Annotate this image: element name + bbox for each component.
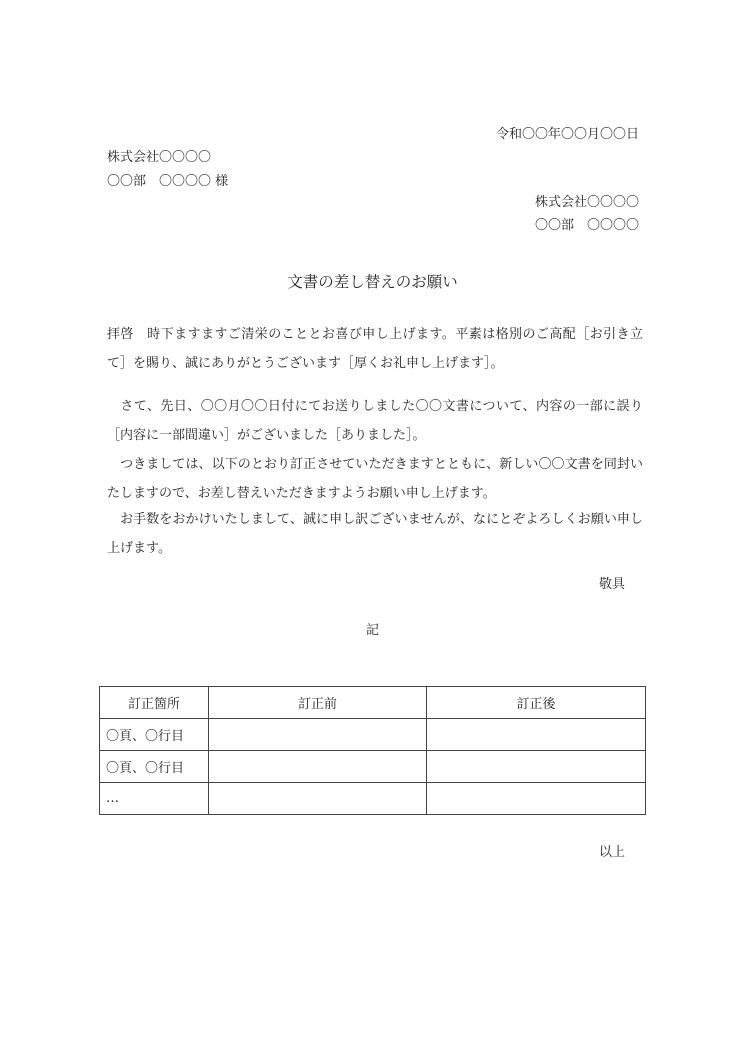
closing-text: お手数をおかけいたしまして、誠に申し訳ございませんが、なにとぞよろしくお願い申し上げます。 <box>107 512 643 556</box>
greeting-paragraph <box>107 320 643 378</box>
cell-after <box>427 751 646 783</box>
complimentary-close: 敬具 <box>598 577 625 592</box>
body-section <box>107 392 643 508</box>
closing-paragraph <box>107 505 643 563</box>
table-header-row <box>100 687 646 719</box>
closing-ijou: 以上 <box>598 845 625 860</box>
recipient-department: 〇〇部 〇〇〇〇 様 <box>107 174 229 189</box>
table-row <box>100 719 646 751</box>
table-row <box>100 783 646 815</box>
body-paragraph-2: つきましては、以下のとおり訂正させていただきますとともに、新しい〇〇文書を同封いたしますので、お差し替えいただきますようお願い申し上げます。 <box>107 457 643 501</box>
header-before: 訂正前 <box>209 687 427 719</box>
header-location: 訂正箇所 <box>100 687 209 719</box>
cell-location: … <box>100 783 209 815</box>
table-row <box>100 751 646 783</box>
date: 令和〇〇年〇〇月〇〇日 <box>495 127 639 142</box>
ki-heading: 記 <box>365 623 379 638</box>
sender-department: 〇〇部 〇〇〇〇 <box>534 218 639 233</box>
cell-location: 〇頁、〇行目 <box>100 751 209 783</box>
recipient-company: 株式会社〇〇〇〇 <box>107 150 212 165</box>
cell-after <box>427 783 646 815</box>
cell-after <box>427 719 646 751</box>
body-paragraph-1: さて、先日、〇〇月〇〇日付にてお送りしました〇〇文書について、内容の一部に誤り［内容に一部間違い］がございました［ありました］。 <box>107 399 643 443</box>
header-after: 訂正後 <box>427 687 646 719</box>
cell-before <box>209 751 427 783</box>
cell-before <box>209 719 427 751</box>
sender-company: 株式会社〇〇〇〇 <box>534 195 639 210</box>
cell-before <box>209 783 427 815</box>
greeting-text: 拝啓 時下ますますご清栄のこととお喜び申し上げます。平素は格別のご高配［お引き立て］を賜り、誠にありがとうございます［厚くお礼申し上げます］。 <box>107 327 643 371</box>
cell-location: 〇頁、〇行目 <box>100 719 209 751</box>
correction-table <box>99 686 646 815</box>
document-title: 文書の差し替えのお願い <box>287 273 458 291</box>
